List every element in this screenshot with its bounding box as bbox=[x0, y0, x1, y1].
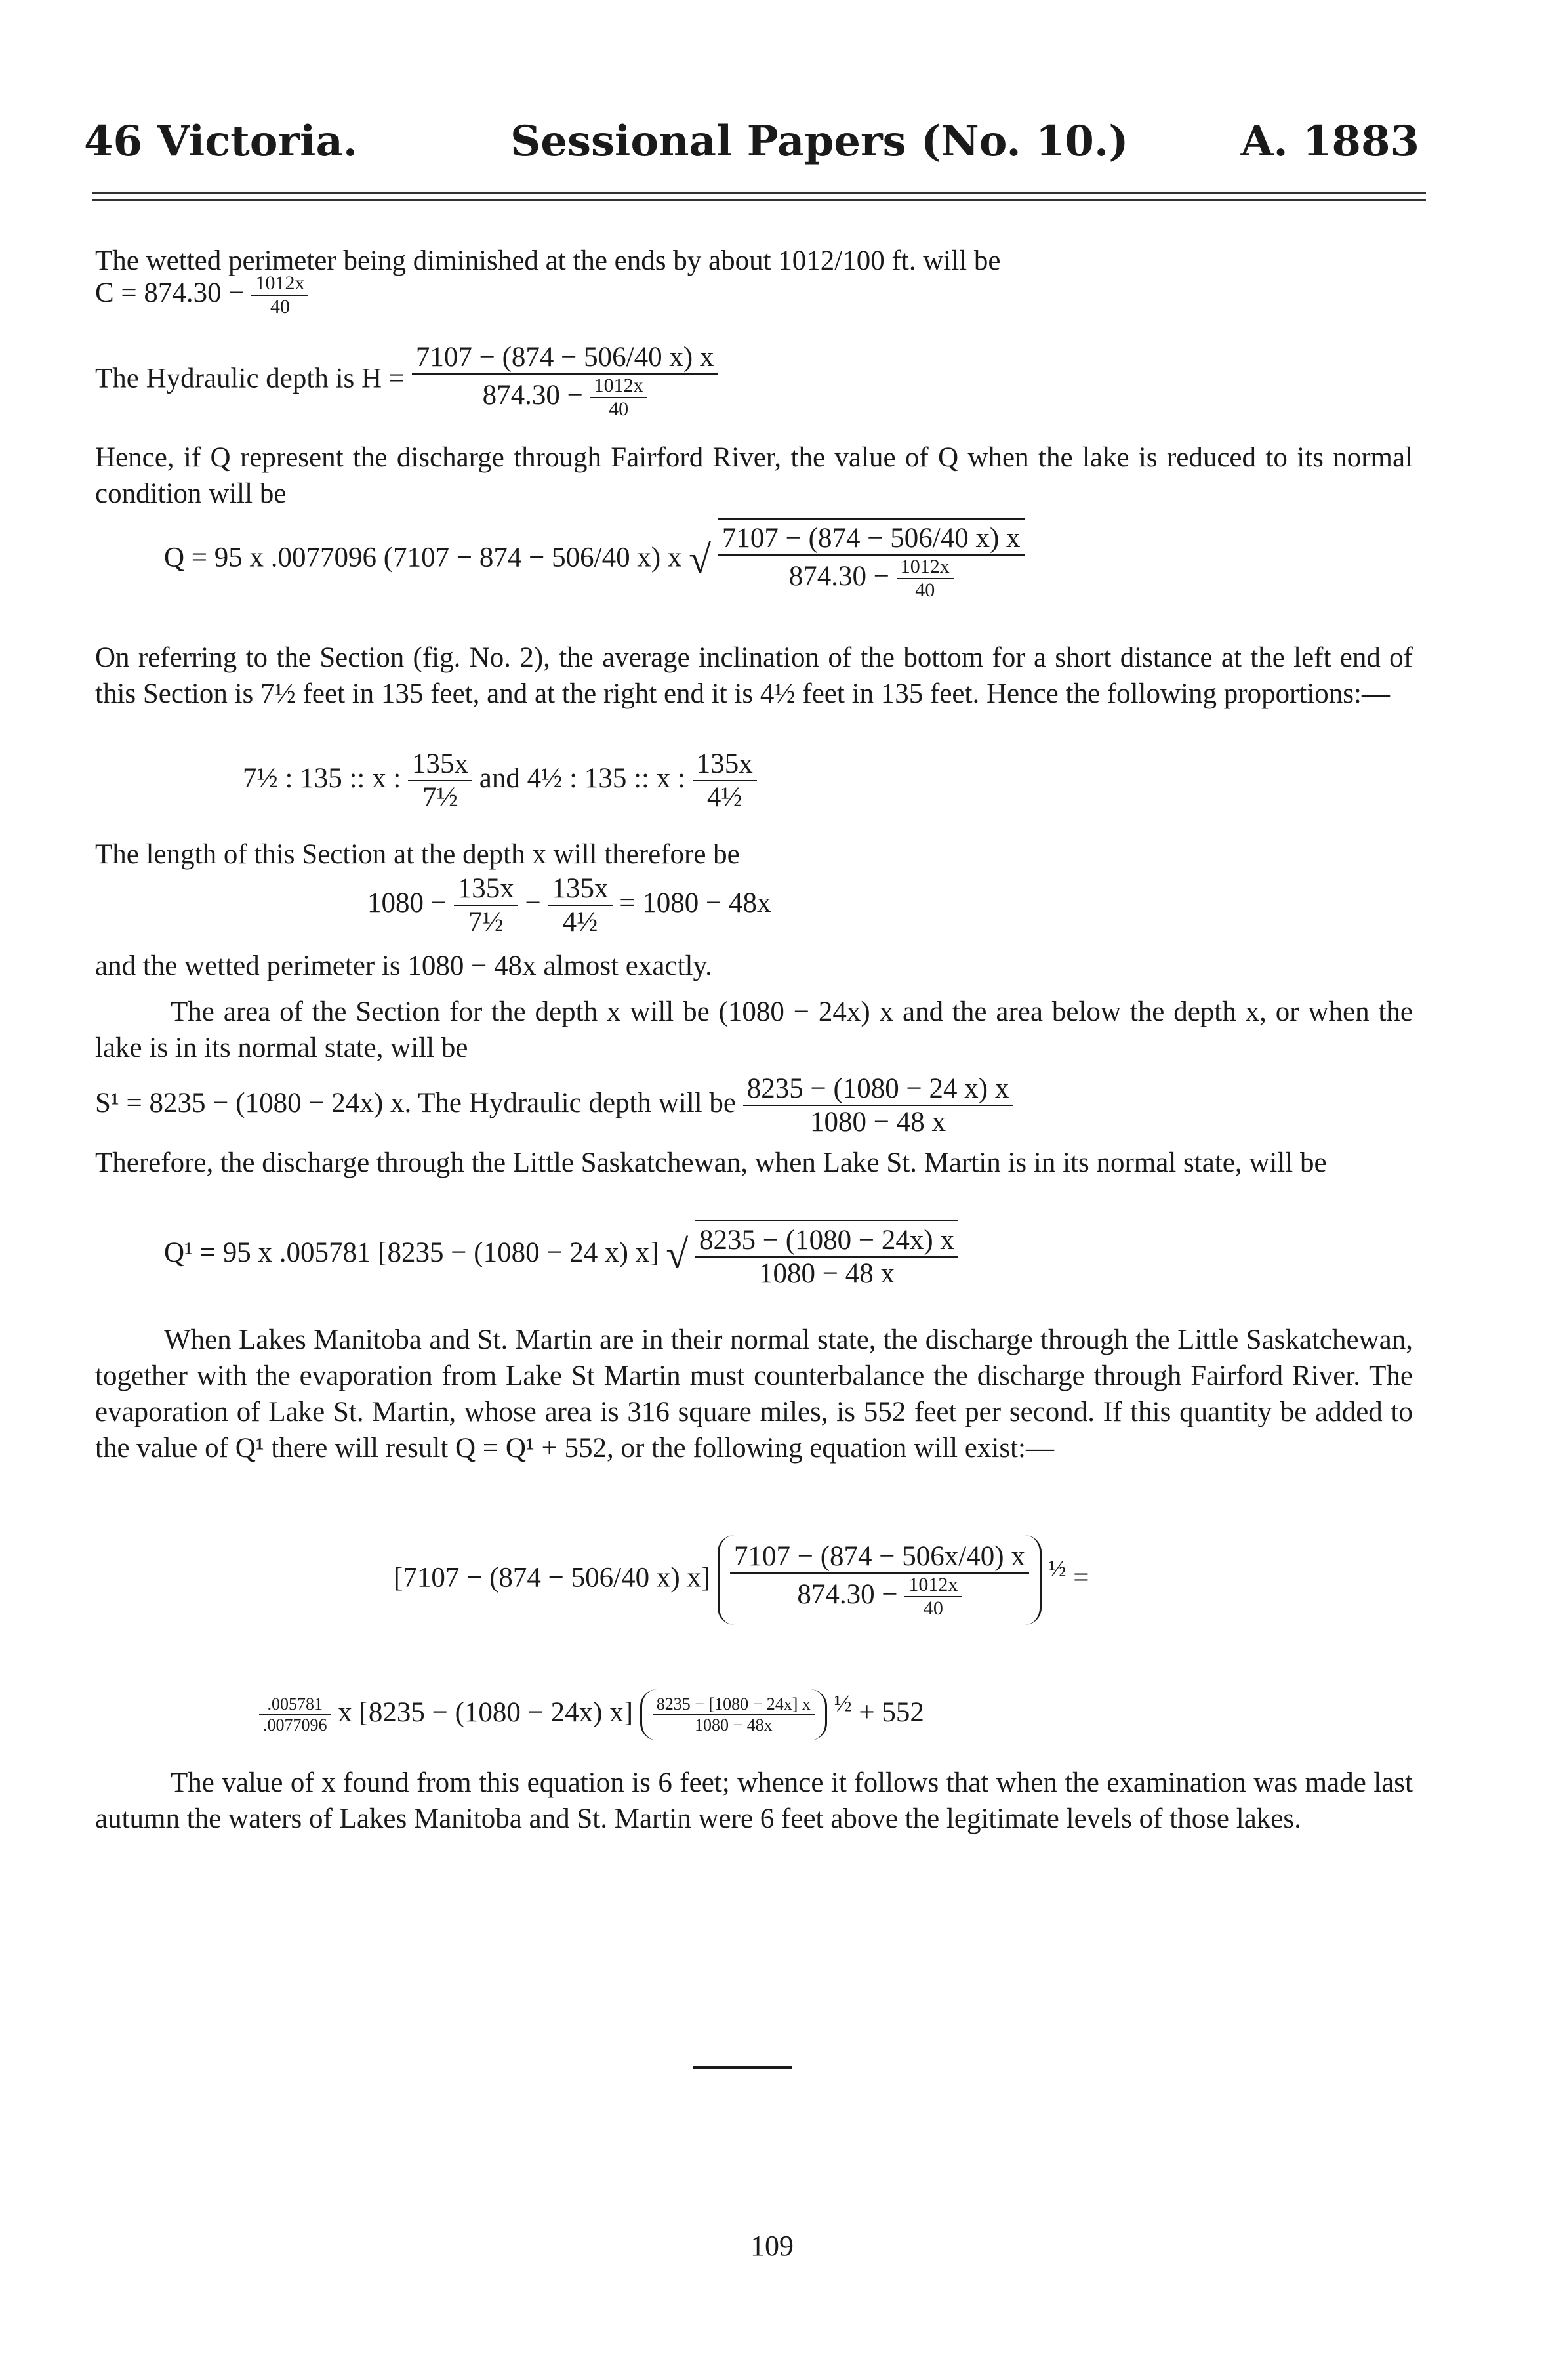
main-equation-exponent: ½ bbox=[1048, 1555, 1067, 1582]
radical-sign-icon: √ bbox=[689, 537, 712, 582]
equation-q bbox=[164, 518, 1025, 602]
equation-hydraulic-depth bbox=[95, 341, 718, 421]
fraction-numerator: 135x bbox=[548, 872, 613, 906]
paragraph-section-area: The area of the Section for the depth x will be (1080 − 24x) x and the area below the depth x, or when the lake is in its normal state, will be bbox=[95, 996, 1413, 1063]
equation-c-fraction bbox=[251, 272, 308, 318]
fraction-denominator: 7½ bbox=[468, 907, 504, 937]
denominator-constant: 874.30 − bbox=[788, 560, 889, 592]
running-header bbox=[84, 117, 1419, 166]
fraction-denominator: 1080 − 48 x bbox=[758, 1258, 895, 1289]
main-equation-middle-term: x [8235 − (1080 − 24x) x] bbox=[338, 1696, 634, 1728]
equation-s1-fraction bbox=[743, 1073, 1013, 1138]
equation-length bbox=[367, 872, 771, 938]
right-exponent: ½ bbox=[834, 1690, 852, 1717]
fraction-denominator bbox=[412, 375, 718, 421]
equation-q-lhs: Q = 95 x .0077096 (7107 − 874 − 506/40 x) x bbox=[164, 542, 682, 573]
radicand bbox=[695, 1220, 958, 1290]
fraction-denominator: 40 bbox=[270, 296, 290, 318]
equation-c bbox=[95, 272, 308, 318]
nested-numerator: 1012x bbox=[904, 1574, 962, 1597]
nested-denominator: 40 bbox=[915, 579, 935, 601]
fraction-denominator bbox=[730, 1574, 1029, 1620]
fraction-denominator bbox=[718, 556, 1025, 602]
equation-fraction bbox=[412, 341, 718, 421]
right-fraction bbox=[653, 1694, 815, 1735]
fraction-numerator: 135x bbox=[693, 748, 757, 781]
right-brace bbox=[640, 1689, 827, 1740]
equation-q1-lhs: Q¹ = 95 x .005781 [8235 − (1080 − 24 x) x] bbox=[164, 1237, 659, 1268]
main-equation-constant: + 552 bbox=[859, 1696, 924, 1728]
paragraph-conclusion: The value of x found from this equation is 6 feet; whence it follows that when the examination was made last autumn the waters of Lakes Manitoba and St. Martin were 6 feet above the legitimate levels of those lakes. bbox=[95, 1767, 1413, 1834]
main-equation-brace bbox=[718, 1535, 1042, 1625]
paragraph-wetted-perimeter-result: and the wetted perimeter is 1080 − 48x almost exactly. bbox=[95, 951, 712, 981]
nested-fraction bbox=[897, 556, 954, 602]
radical-sign-icon: √ bbox=[666, 1232, 689, 1277]
nested-denominator: 40 bbox=[923, 1597, 943, 1619]
fraction-numerator: .005781 bbox=[259, 1694, 331, 1715]
main-equation-bracket-term: [7107 − (874 − 506/40 x) x] bbox=[394, 1562, 711, 1593]
fraction-numerator: 7107 − (874 − 506/40 x) x bbox=[718, 522, 1025, 556]
equation-length-start: 1080 − bbox=[367, 887, 447, 918]
square-root bbox=[689, 518, 1024, 602]
radicand bbox=[718, 518, 1025, 602]
radicand-fraction bbox=[695, 1224, 958, 1290]
proportion-left-fraction bbox=[408, 748, 472, 813]
paragraph-section-inclination: On referring to the Section (fig. No. 2), the average inclination of the bottom for a short distance at the left end of this Section is 7½ feet in 135 feet, and at the right end it is 4½ feet in 135 feet. Hence the following proportions:— bbox=[95, 642, 1413, 709]
header-year: A. 1883 bbox=[1240, 117, 1419, 166]
header-title: Sessional Papers (No. 10.) bbox=[510, 117, 1129, 166]
fraction-numerator: 8235 − [1080 − 24x] x bbox=[653, 1694, 815, 1715]
proportion-and: and bbox=[479, 762, 520, 794]
nested-fraction bbox=[904, 1574, 962, 1620]
fraction-numerator: 1012x bbox=[251, 272, 308, 296]
length-fraction-2 bbox=[548, 872, 613, 938]
equation-label: The Hydraulic depth is H = bbox=[95, 363, 405, 394]
equation-main-right bbox=[259, 1689, 924, 1740]
equation-proportions bbox=[243, 748, 757, 813]
square-root bbox=[666, 1220, 958, 1290]
nested-denominator: 40 bbox=[609, 398, 629, 420]
proportion-right-fraction bbox=[693, 748, 757, 813]
header-volume: 46 Victoria. bbox=[84, 117, 358, 166]
nested-numerator: 1012x bbox=[897, 556, 954, 579]
fraction-denominator: 1080 − 48 x bbox=[810, 1107, 946, 1138]
equation-c-prefix: C = 874.30 − bbox=[95, 277, 245, 308]
paragraph-section-length: The length of this Section at the depth x will therefore be bbox=[95, 839, 740, 870]
denominator-constant: 874.30 − bbox=[482, 379, 583, 411]
header-rule-top bbox=[92, 192, 1426, 194]
fraction-numerator: 135x bbox=[408, 748, 472, 781]
equation-s1 bbox=[95, 1073, 1013, 1138]
end-rule bbox=[693, 2066, 792, 2069]
fraction-denominator: 7½ bbox=[422, 782, 458, 813]
fraction-denominator: 4½ bbox=[562, 907, 598, 937]
fraction-denominator: 1080 − 48x bbox=[695, 1715, 773, 1734]
fraction-numerator: 7107 − (874 − 506x/40) x bbox=[730, 1540, 1029, 1574]
nested-numerator: 1012x bbox=[590, 375, 647, 398]
paragraph-counterbalance: When Lakes Manitoba and St. Martin are in their normal state, the discharge through the Little Saskatchewan, together with the evaporation from Lake St Martin must counterbalance the discharge through Fairford River. The evaporation of Lake St. Martin, whose area is 316 square miles, is 552 feet per second. If this quantity be added to the value of Q¹ there will result Q = Q¹ + 552, or the following equation will exist:— bbox=[95, 1324, 1413, 1464]
equation-minus: − bbox=[525, 887, 541, 918]
denominator-constant: 874.30 − bbox=[797, 1578, 898, 1610]
equation-main-left bbox=[394, 1535, 1089, 1625]
main-equation-fraction bbox=[730, 1540, 1029, 1620]
paragraph-discharge-fairford: Hence, if Q represent the discharge through Fairford River, the value of Q when the lake is reduced to its normal condition will be bbox=[95, 442, 1413, 509]
fraction-denominator: 4½ bbox=[706, 782, 742, 813]
fraction-numerator: 8235 − (1080 − 24 x) x bbox=[743, 1073, 1013, 1106]
main-equation-equals: = bbox=[1073, 1562, 1089, 1593]
proportion-left: 7½ : 135 :: x : bbox=[243, 762, 401, 794]
radicand-fraction bbox=[718, 522, 1025, 602]
length-fraction-1 bbox=[454, 872, 518, 938]
proportion-right: 4½ : 135 :: x : bbox=[527, 762, 685, 794]
fraction-numerator: 7107 − (874 − 506/40 x) x bbox=[412, 341, 718, 375]
page-number: 109 bbox=[750, 2230, 794, 2262]
fraction-numerator: 8235 − (1080 − 24x) x bbox=[695, 1224, 958, 1258]
nested-fraction bbox=[590, 375, 647, 421]
paragraph-wetted-perimeter: The wetted perimeter being diminished at the ends by about 1012/100 ft. will be bbox=[95, 245, 1001, 276]
fraction-denominator: .0077096 bbox=[263, 1715, 327, 1734]
header-rule-bottom bbox=[92, 199, 1426, 201]
fraction-numerator: 135x bbox=[454, 872, 518, 906]
equation-s1-lhs: S¹ = 8235 − (1080 − 24x) x. The Hydraulic depth will be bbox=[95, 1087, 736, 1118]
equation-length-result: = 1080 − 48x bbox=[619, 887, 771, 918]
equation-q1 bbox=[164, 1220, 958, 1290]
coefficient-fraction bbox=[259, 1694, 331, 1735]
paragraph-little-saskatchewan: Therefore, the discharge through the Little Saskatchewan, when Lake St. Martin is in its normal state, will be bbox=[95, 1147, 1327, 1178]
